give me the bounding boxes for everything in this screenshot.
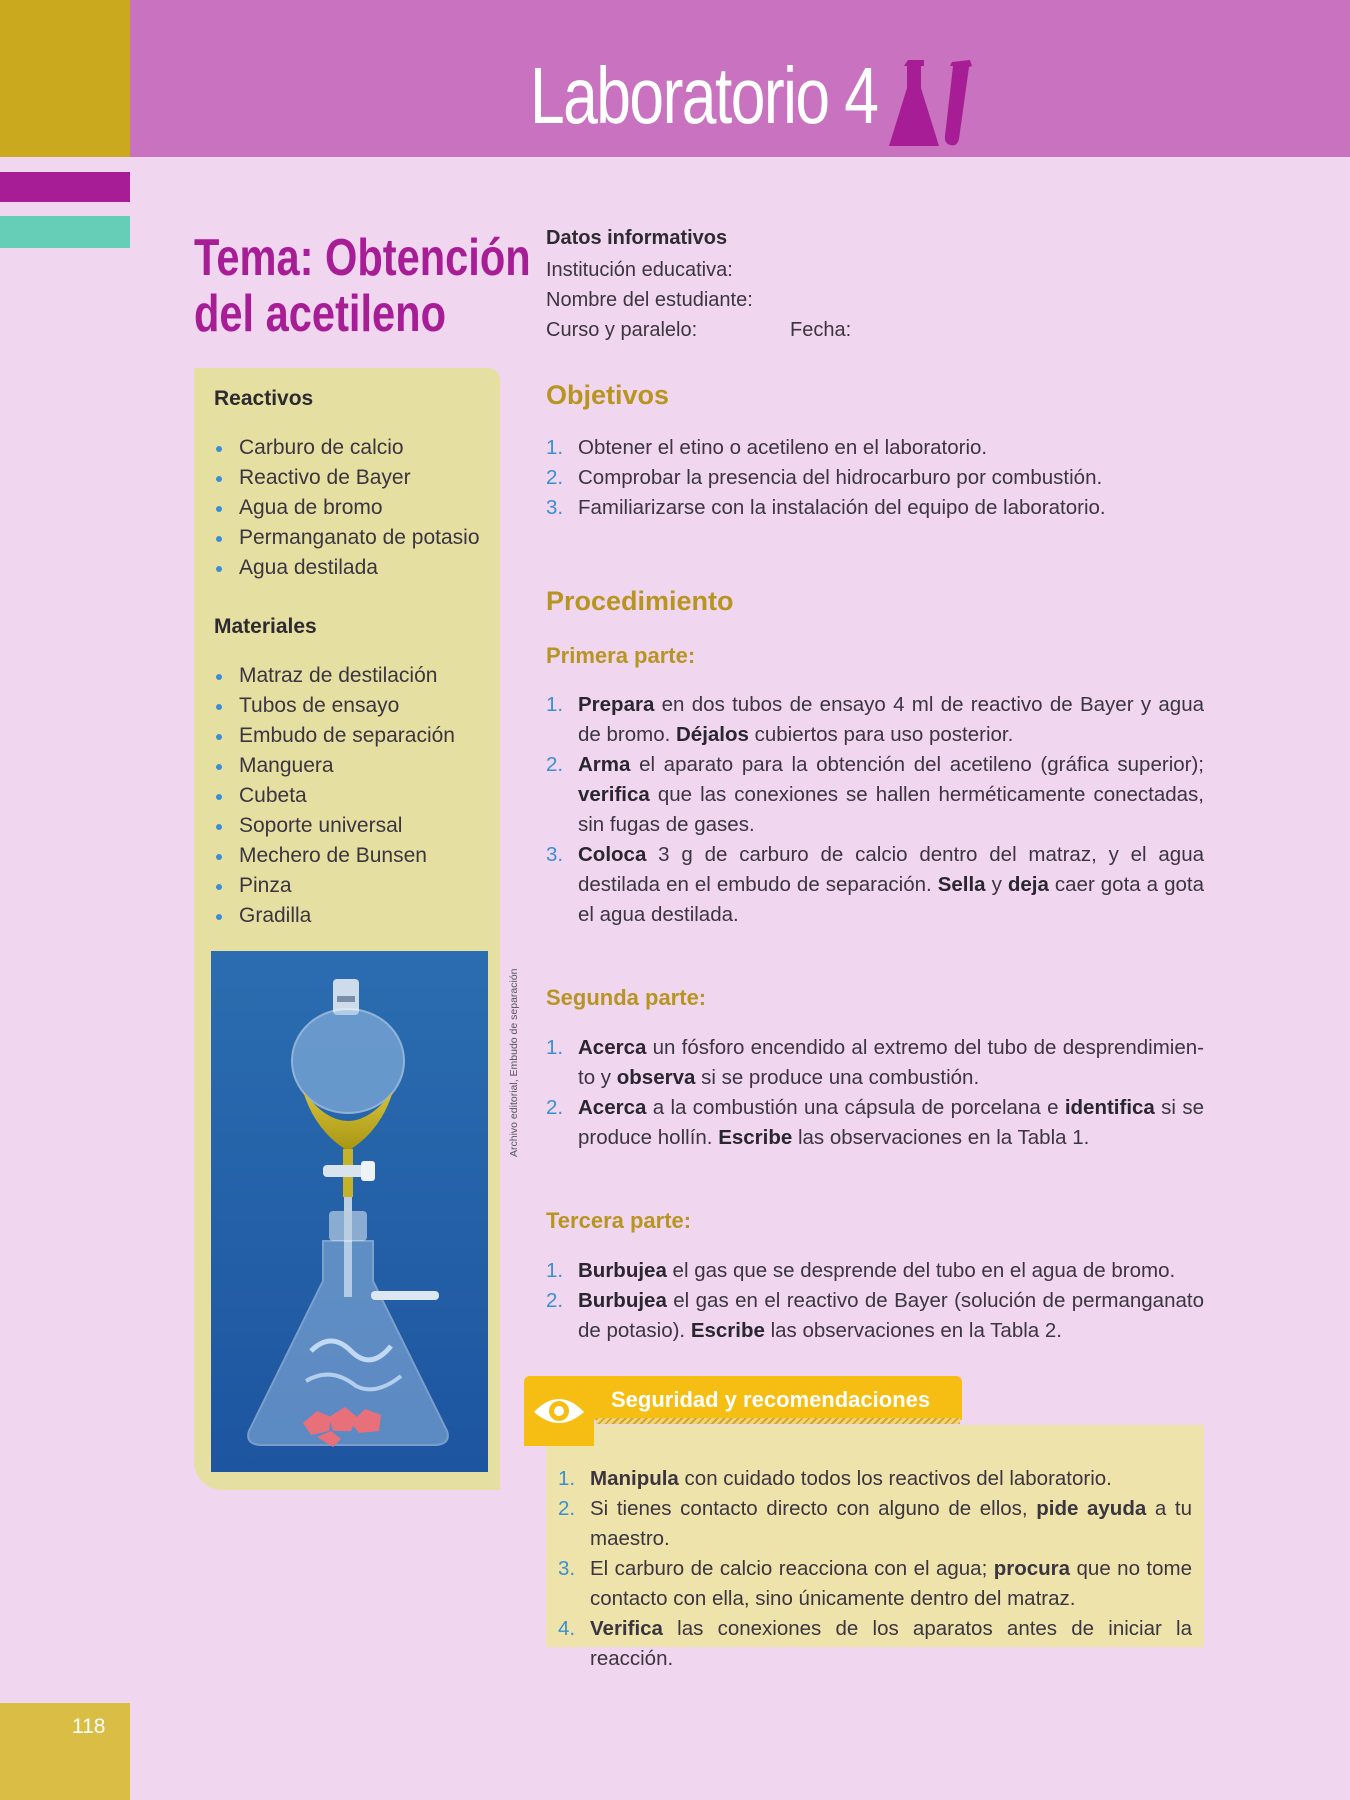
emphasis-verb: pide ayuda bbox=[1036, 1497, 1147, 1520]
segunda-parte-heading: Segunda parte: bbox=[546, 985, 707, 1010]
item-text: que las conexiones se hallen herméticamente conectadas, sin fugas de gases. bbox=[578, 783, 1204, 836]
emphasis-verb: Burbujea bbox=[578, 1289, 667, 1312]
list-item bbox=[546, 840, 1204, 930]
list-item: Mechero de Bunsen bbox=[214, 841, 455, 871]
item-number: 2. bbox=[558, 1497, 576, 1520]
item-text: cubiertos para uso posterior. bbox=[748, 723, 1014, 746]
list-item bbox=[546, 1033, 1204, 1093]
list-item bbox=[546, 1256, 1204, 1286]
page-title: Laboratorio 4 bbox=[530, 51, 878, 140]
item-number: 2. bbox=[546, 1096, 564, 1119]
page-number-box bbox=[0, 1703, 130, 1800]
objetivos-list bbox=[546, 433, 1204, 523]
eye-icon bbox=[524, 1376, 594, 1446]
seguridad-list bbox=[558, 1464, 1192, 1674]
list-item: Cubeta bbox=[214, 781, 455, 811]
item-text: si se produce hollín. bbox=[578, 1096, 1204, 1149]
item-number: 3. bbox=[546, 843, 564, 866]
item-text: las conexiones de los aparatos antes de iniciar la reacción. bbox=[590, 1617, 1192, 1670]
list-item: Soporte universal bbox=[214, 811, 455, 841]
materiales-list bbox=[214, 661, 455, 931]
item-number: 2. bbox=[546, 753, 564, 776]
emphasis-verb: observa bbox=[616, 1066, 696, 1089]
item-number: 1. bbox=[546, 693, 564, 716]
item-number: 4. bbox=[558, 1617, 576, 1640]
item-number: 1. bbox=[546, 436, 564, 459]
list-item bbox=[546, 433, 1204, 463]
emphasis-verb: procura bbox=[993, 1557, 1071, 1580]
emphasis-verb: Prepara bbox=[578, 693, 655, 716]
emphasis-verb: Escribe bbox=[690, 1319, 765, 1342]
item-text: Familiarizarse con la instalación del equipo de laboratorio. bbox=[578, 496, 1106, 519]
emphasis-verb: Burbujea bbox=[578, 1259, 667, 1282]
item-text: con cuidado todos los reactivos del laboratorio. bbox=[678, 1467, 1112, 1490]
emphasis-verb: identifica bbox=[1064, 1096, 1155, 1119]
seguridad-icon-box bbox=[524, 1376, 594, 1446]
item-text: un fósforo encendido al extremo del tubo de desprendimiento y bbox=[578, 1036, 1204, 1089]
list-item bbox=[546, 1093, 1204, 1153]
reactivos-heading: Reactivos bbox=[214, 387, 314, 410]
item-text: a tu maestro. bbox=[590, 1497, 1192, 1550]
item-text: a la combustión una cápsula de porcelana e bbox=[646, 1096, 1065, 1119]
item-text: si se produce una combustión. bbox=[695, 1066, 980, 1089]
item-text: el gas en el reactivo de Bayer (solución de permanganato de potasio). bbox=[578, 1289, 1204, 1342]
item-text: que no tome contacto con ella, sino únicamente dentro del matraz. bbox=[590, 1557, 1192, 1610]
list-item: Carburo de calcio bbox=[214, 433, 480, 463]
item-text: el gas que se desprende del tubo en el agua de bromo. bbox=[666, 1259, 1176, 1282]
item-number: 1. bbox=[546, 1036, 564, 1059]
emphasis-verb: Verifica bbox=[590, 1617, 663, 1640]
segunda-parte-list bbox=[546, 1033, 1204, 1153]
list-item bbox=[546, 750, 1204, 840]
emphasis-verb: Acerca bbox=[578, 1096, 647, 1119]
item-number: 2. bbox=[546, 466, 564, 489]
item-number: 3. bbox=[546, 496, 564, 519]
list-item: Matraz de destilación bbox=[214, 661, 455, 691]
list-item bbox=[546, 1286, 1204, 1346]
page-number: 118 bbox=[72, 1715, 106, 1738]
primera-parte-heading: Primera parte: bbox=[546, 643, 696, 668]
procedimiento-heading: Procedimiento bbox=[546, 586, 734, 616]
list-item bbox=[546, 690, 1204, 750]
list-item: Reactivo de Bayer bbox=[214, 463, 480, 493]
list-item bbox=[546, 493, 1204, 523]
list-item: Manguera bbox=[214, 751, 455, 781]
item-text: 3 g de carburo de calcio dentro del matraz, y el agua destilada en el embudo de separación. bbox=[578, 843, 1204, 896]
item-number: 2. bbox=[546, 1289, 564, 1312]
list-item: Agua de bromo bbox=[214, 493, 480, 523]
separation-funnel-photo bbox=[211, 951, 488, 1472]
item-text: y bbox=[985, 873, 1008, 896]
list-item bbox=[546, 463, 1204, 493]
list-item: Pinza bbox=[214, 871, 455, 901]
primera-parte-list bbox=[546, 690, 1204, 930]
curso-label: Curso y paralelo: bbox=[546, 319, 698, 341]
left-magenta-band bbox=[0, 172, 130, 202]
item-text: Si tienes contacto directo con alguno de ellos, bbox=[590, 1497, 1037, 1520]
emphasis-verb: Manipula bbox=[590, 1467, 679, 1490]
topic-title-line1: Tema: Obtención bbox=[194, 229, 531, 287]
item-number: 1. bbox=[546, 1259, 564, 1282]
institucion-label: Institución educativa: bbox=[546, 259, 733, 281]
item-text: las observaciones en la Tabla 1. bbox=[792, 1126, 1090, 1149]
list-item: Gradilla bbox=[214, 901, 455, 931]
item-text: Comprobar la presencia del hidrocarburo por combustión. bbox=[578, 466, 1103, 489]
item-text: en dos tubos de ensayo 4 ml de reactivo de Bayer y agua de bromo. bbox=[578, 693, 1204, 746]
item-text: caer gota a gota el agua destilada. bbox=[578, 873, 1204, 926]
emphasis-verb: verifica bbox=[578, 783, 650, 806]
list-item bbox=[558, 1494, 1192, 1554]
left-teal-band bbox=[0, 216, 130, 248]
list-item bbox=[558, 1464, 1192, 1494]
datos-heading: Datos informativos bbox=[546, 227, 728, 249]
nombre-label: Nombre del estudiante: bbox=[546, 289, 753, 311]
topic-title bbox=[194, 230, 531, 342]
tercera-parte-heading: Tercera parte: bbox=[546, 1208, 692, 1233]
seguridad-tab-stripe bbox=[596, 1418, 960, 1424]
emphasis-verb: Escribe bbox=[718, 1126, 793, 1149]
reactivos-list bbox=[214, 433, 480, 583]
item-text: El carburo de calcio reacciona con el agua; bbox=[590, 1557, 994, 1580]
materiales-heading: Materiales bbox=[214, 615, 317, 638]
tercera-parte-list bbox=[546, 1256, 1204, 1346]
item-number: 3. bbox=[558, 1557, 576, 1580]
list-item bbox=[558, 1554, 1192, 1614]
list-item: Permanganato de potasio bbox=[214, 523, 480, 553]
emphasis-verb: deja bbox=[1007, 873, 1049, 896]
item-text: Obtener el etino o acetileno en el laboratorio. bbox=[578, 436, 988, 459]
seguridad-heading: Seguridad y recomendaciones bbox=[611, 1387, 931, 1412]
topic-title-line2: del acetileno bbox=[194, 285, 446, 343]
item-text: las observaciones en la Tabla 2. bbox=[764, 1319, 1062, 1342]
objetivos-heading: Objetivos bbox=[546, 380, 670, 410]
photo-credit: Archivo editorial, Embudo de separación bbox=[508, 968, 520, 1157]
item-number: 1. bbox=[558, 1467, 576, 1490]
fecha-label: Fecha: bbox=[790, 319, 852, 341]
list-item: Agua destilada bbox=[214, 553, 480, 583]
list-item: Embudo de separación bbox=[214, 721, 455, 751]
emphasis-verb: Coloca bbox=[578, 843, 647, 866]
emphasis-verb: Déjalos bbox=[676, 723, 749, 746]
emphasis-verb: Sella bbox=[937, 873, 986, 896]
list-item: Tubos de ensayo bbox=[214, 691, 455, 721]
left-gold-band bbox=[0, 0, 130, 157]
lab-flask-icon bbox=[886, 58, 986, 150]
item-text: el aparato para la obtención del acetileno (gráfica superior); bbox=[630, 753, 1204, 776]
emphasis-verb: Acerca bbox=[578, 1036, 647, 1059]
emphasis-verb: Arma bbox=[578, 753, 631, 776]
list-item bbox=[558, 1614, 1192, 1674]
